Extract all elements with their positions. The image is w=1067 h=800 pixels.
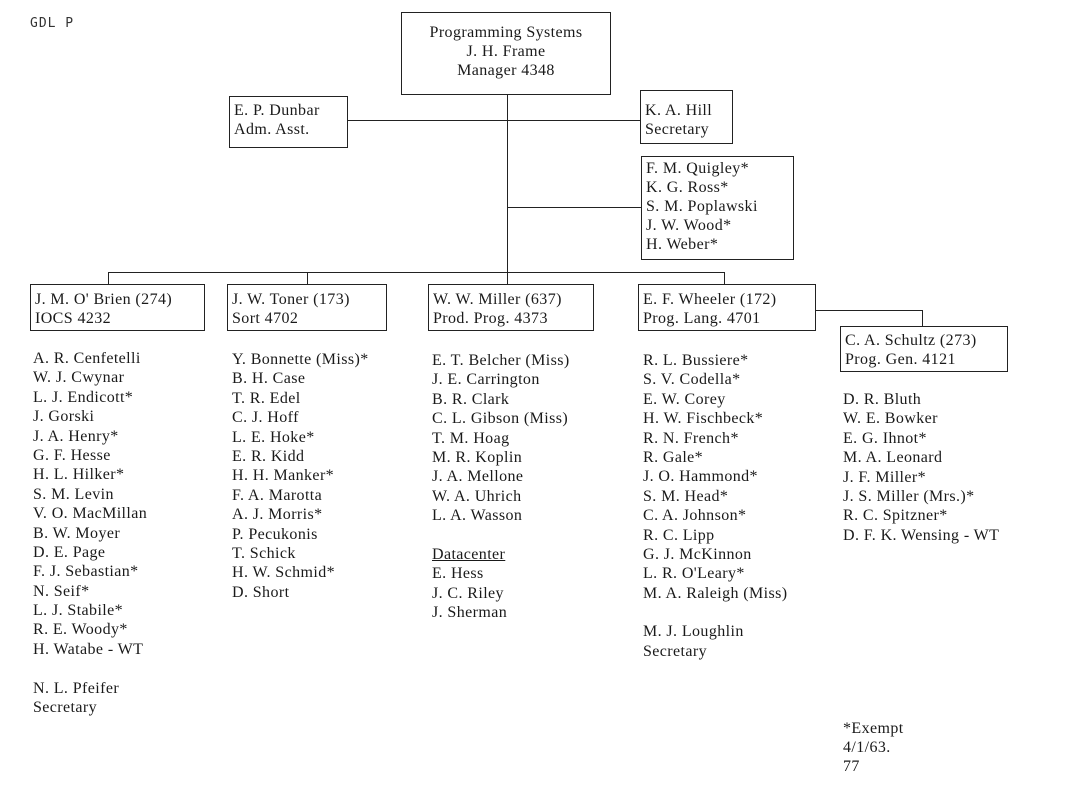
list-item: M. R. Koplin [432,448,523,466]
list-item: D. Short [232,583,290,601]
staff-group-box [641,156,794,260]
list-item: N. Seif* [33,582,90,600]
list-item: A. J. Morris* [232,506,323,524]
list-item: C. J. Hoff [232,409,299,427]
list-item: H. H. Manker* [232,467,335,485]
list-item: L. E. Hoke* [232,428,315,446]
list-item: J. O. Hammond* [643,468,758,486]
list-item: J. A. Mellone [432,468,524,486]
dept-unit: Prog. Lang. 4701 [643,310,761,327]
list-item: W. A. Uhrich [432,487,522,505]
secretary-title: Secretary [643,642,708,660]
list-item: M. A. Leonard [843,449,943,467]
list-item: W. J. Cwynar [33,369,125,387]
list-item: W. E. Bowker [843,410,938,428]
schultz-staff-list [843,390,999,545]
staff-member: K. G. Ross* [646,179,729,196]
list-item: L. R. O'Leary* [643,565,745,583]
secretary-box [640,90,733,144]
list-item: E. R. Kidd [232,447,305,465]
dept-box-wheeler [638,284,816,331]
exempt-note: *Exempt [843,720,904,737]
dept-unit: Prod. Prog. 4373 [433,310,548,327]
list-item: C. L. Gibson (Miss) [432,410,569,428]
list-item: E. G. Ihnot* [843,429,927,447]
connector-departments-bar [108,272,725,273]
list-item: Y. Bonnette (Miss)* [232,351,369,368]
list-item: T. M. Hoag [432,429,510,447]
connector-drop-obrien [108,272,109,284]
toner-staff-list [232,350,369,602]
list-item: P. Pecukonis [232,525,318,543]
dept-head: J. W. Toner (173) [232,291,350,308]
connector-staff-horizontal [348,120,641,121]
list-item: S. M. Levin [33,485,114,503]
manager-box [401,12,611,95]
connector-schultz-drop [922,310,923,326]
list-item: L. A. Wasson [432,507,523,525]
admin-assistant-box [229,96,348,148]
dept-head: W. W. Miller (637) [433,291,562,308]
list-item: J. F. Miller* [843,468,927,486]
list-item: T. Schick [232,544,296,562]
corner-mark: GDL P [30,16,75,31]
obrien-staff-list [33,349,147,717]
list-item: C. A. Johnson* [643,507,747,525]
list-item: R. E. Woody* [33,621,128,639]
list-item: J. Gorski [33,408,95,426]
dept-unit: Prog. Gen. 4121 [845,351,956,368]
list-item: E. W. Corey [643,390,726,408]
list-item: B. W. Moyer [33,524,121,542]
list-item: F. J. Sebastian* [33,563,139,581]
staff-member: S. M. Poplawski [646,198,758,215]
dept-unit: Sort 4702 [232,310,299,327]
connector-drop-miller [507,272,508,284]
list-item: S. M. Head* [643,487,729,505]
list-item: V. O. MacMillan [33,505,148,523]
list-item: H. W. Schmid* [232,564,335,582]
list-item: J. E. Carrington [432,371,540,389]
list-item: R. C. Lipp [643,526,715,544]
list-item: H. L. Hilker* [33,466,125,484]
secretary-name: K. A. Hill [645,102,713,119]
list-item: E. Hess [432,565,484,583]
list-item: D. F. K. Wensing - WT [843,526,1000,544]
list-item: H. Watabe - WT [33,640,144,658]
miller-staff-list [432,351,570,622]
wheeler-staff-list [643,351,787,661]
list-item: R. C. Spitzner* [843,507,948,525]
staff-member: J. W. Wood* [646,217,732,234]
page-number: 77 [843,758,860,775]
manager-name: J. H. Frame [466,43,546,60]
list-item: R. Gale* [643,448,704,466]
list-item: J. A. Henry* [33,427,119,445]
secretary-name: M. J. Loughlin [643,623,744,641]
dept-box-schultz [840,326,1008,372]
connector-schultz-horizontal [816,310,923,311]
dept-box-miller [428,284,594,331]
list-item: T. R. Edel [232,389,301,407]
list-item: A. R. Cenfetelli [33,350,141,367]
dept-head: C. A. Schultz (273) [845,332,977,349]
list-item: F. A. Marotta [232,486,323,504]
secretary-title: Secretary [645,121,710,138]
datacenter-heading: Datacenter [432,545,506,563]
date-note: 4/1/63. [843,739,891,756]
footnote [843,719,904,776]
list-item: J. C. Riley [432,584,504,602]
manager-title: Manager 4348 [457,62,555,79]
list-item: S. V. Codella* [643,371,741,389]
list-item: E. T. Belcher (Miss) [432,352,570,369]
list-item: L. J. Stabile* [33,602,124,620]
list-item: J. Sherman [432,604,508,622]
list-item: G. J. McKinnon [643,545,752,563]
department-title: Programming Systems [429,24,583,41]
dept-box-toner [227,284,387,331]
secretary-title: Secretary [33,699,98,717]
dept-head: J. M. O' Brien (274) [35,291,173,308]
list-item: D. R. Bluth [843,391,922,408]
admin-assistant-name: E. P. Dunbar [234,102,320,119]
secretary-name: N. L. Pfeifer [33,679,120,697]
list-item: H. W. Fischbeck* [643,410,764,428]
list-item: D. E. Page [33,543,106,561]
dept-unit: IOCS 4232 [35,310,112,327]
list-item: G. F. Hesse [33,446,111,464]
admin-assistant-title: Adm. Asst. [234,121,310,138]
dept-box-obrien [30,284,205,331]
list-item: R. N. French* [643,429,739,447]
staff-member: H. Weber* [646,236,719,253]
staff-member: F. M. Quigley* [646,160,749,177]
connector-drop-wheeler [724,272,725,284]
list-item: M. A. Raleigh (Miss) [643,584,788,602]
list-item: J. S. Miller (Mrs.)* [843,487,975,505]
list-item: R. L. Bussiere* [643,352,749,369]
list-item: B. R. Clark [432,390,510,408]
dept-head: E. F. Wheeler (172) [643,291,777,308]
connector-drop-toner [307,272,308,284]
list-item: B. H. Case [232,370,306,388]
connector-group-horizontal [507,207,641,208]
list-item: L. J. Endicott* [33,388,134,406]
